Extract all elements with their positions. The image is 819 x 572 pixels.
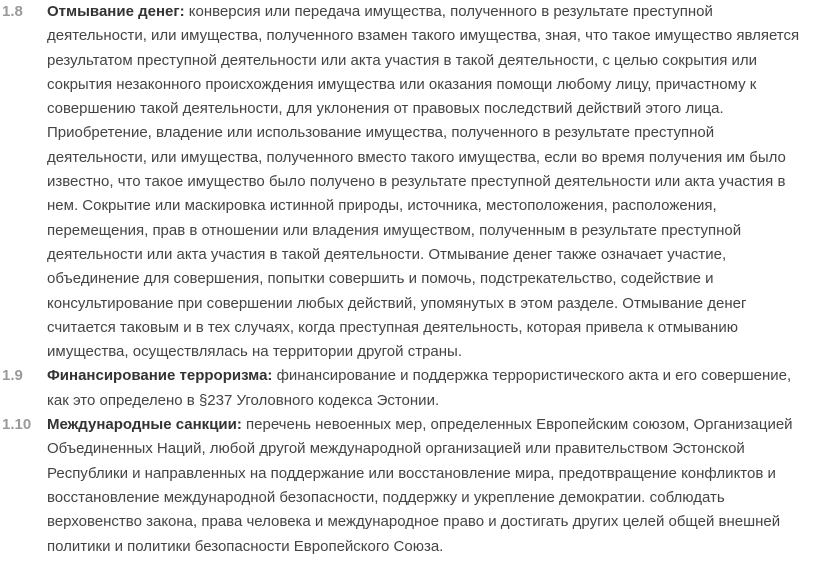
clause-body bbox=[47, 364, 807, 413]
clause-text: финансирование и поддержка террористического акта и его совершение, как это определено в §237 Уголовного кодекса Эстонии. bbox=[47, 367, 792, 409]
clause-1-10 bbox=[0, 413, 819, 559]
clause-term: Финансирование терроризма: bbox=[47, 367, 273, 385]
clause-body bbox=[47, 413, 807, 559]
clause-number: 1.10 bbox=[2, 416, 32, 434]
clause-1-9 bbox=[0, 364, 819, 413]
clause-body bbox=[47, 0, 807, 364]
clause-term: Отмывание денег: bbox=[47, 3, 185, 20]
clause-number: 1.8 bbox=[2, 3, 23, 20]
clause-text: перечень невоенных мер, определенных Европейским союзом, Организацией Объединенных Наций, любой другой международной организацией или правительством Эстонской Республики и направленных на поддержание или восстановление мира, предотвращение конфликтов и восстановление международной безопасности, поддержку и укрепление демократии. соблюдать верховенство закона, права человека и международное право и достигать других целей общей внешней политики и политики безопасности Европейского Союза. bbox=[47, 416, 793, 555]
clause-number: 1.9 bbox=[2, 367, 23, 385]
clause-term: Международные санкции: bbox=[47, 416, 242, 434]
clause-text: конверсия или передача имущества, полученного в результате преступной деятельности, или имущества, полученного взамен такого имущества, зная, что такое имущество является результатом преступной деятельности или акта участия в такой деятельности, с целью сокрытия или сокрытия незаконного происхождения имущества или оказания помощи любому лицу, причастному к совершению такой деятельности, для уклонения от правовых последствий действий этого лица. Приобретение, владение или использование имущества, полученного в результате преступной деятельности, или имущества, полученного вместо такого имущества, если во время получения им было известно, что такое имущество было получено в результате преступной деятельности или акта участия в нем. Сокрытие или маскировка истинной природы, источника, местоположения, расположения, перемещения, прав в отношении или владения имуществом, полученным в результате преступной деятельности или акта участия в такой деятельности. Отмывание денег также означает участие, объединение для совершения, попытки совершить и помочь, подстрекательство, содействие и консультирование при совершении любых действий, упомянутых в этом разделе. Отмывание денег считается таковым и в тех случаях, когда преступная деятельность, которая привела к отмыванию имущества, осуществлялась на территории другой страны. bbox=[47, 3, 800, 361]
